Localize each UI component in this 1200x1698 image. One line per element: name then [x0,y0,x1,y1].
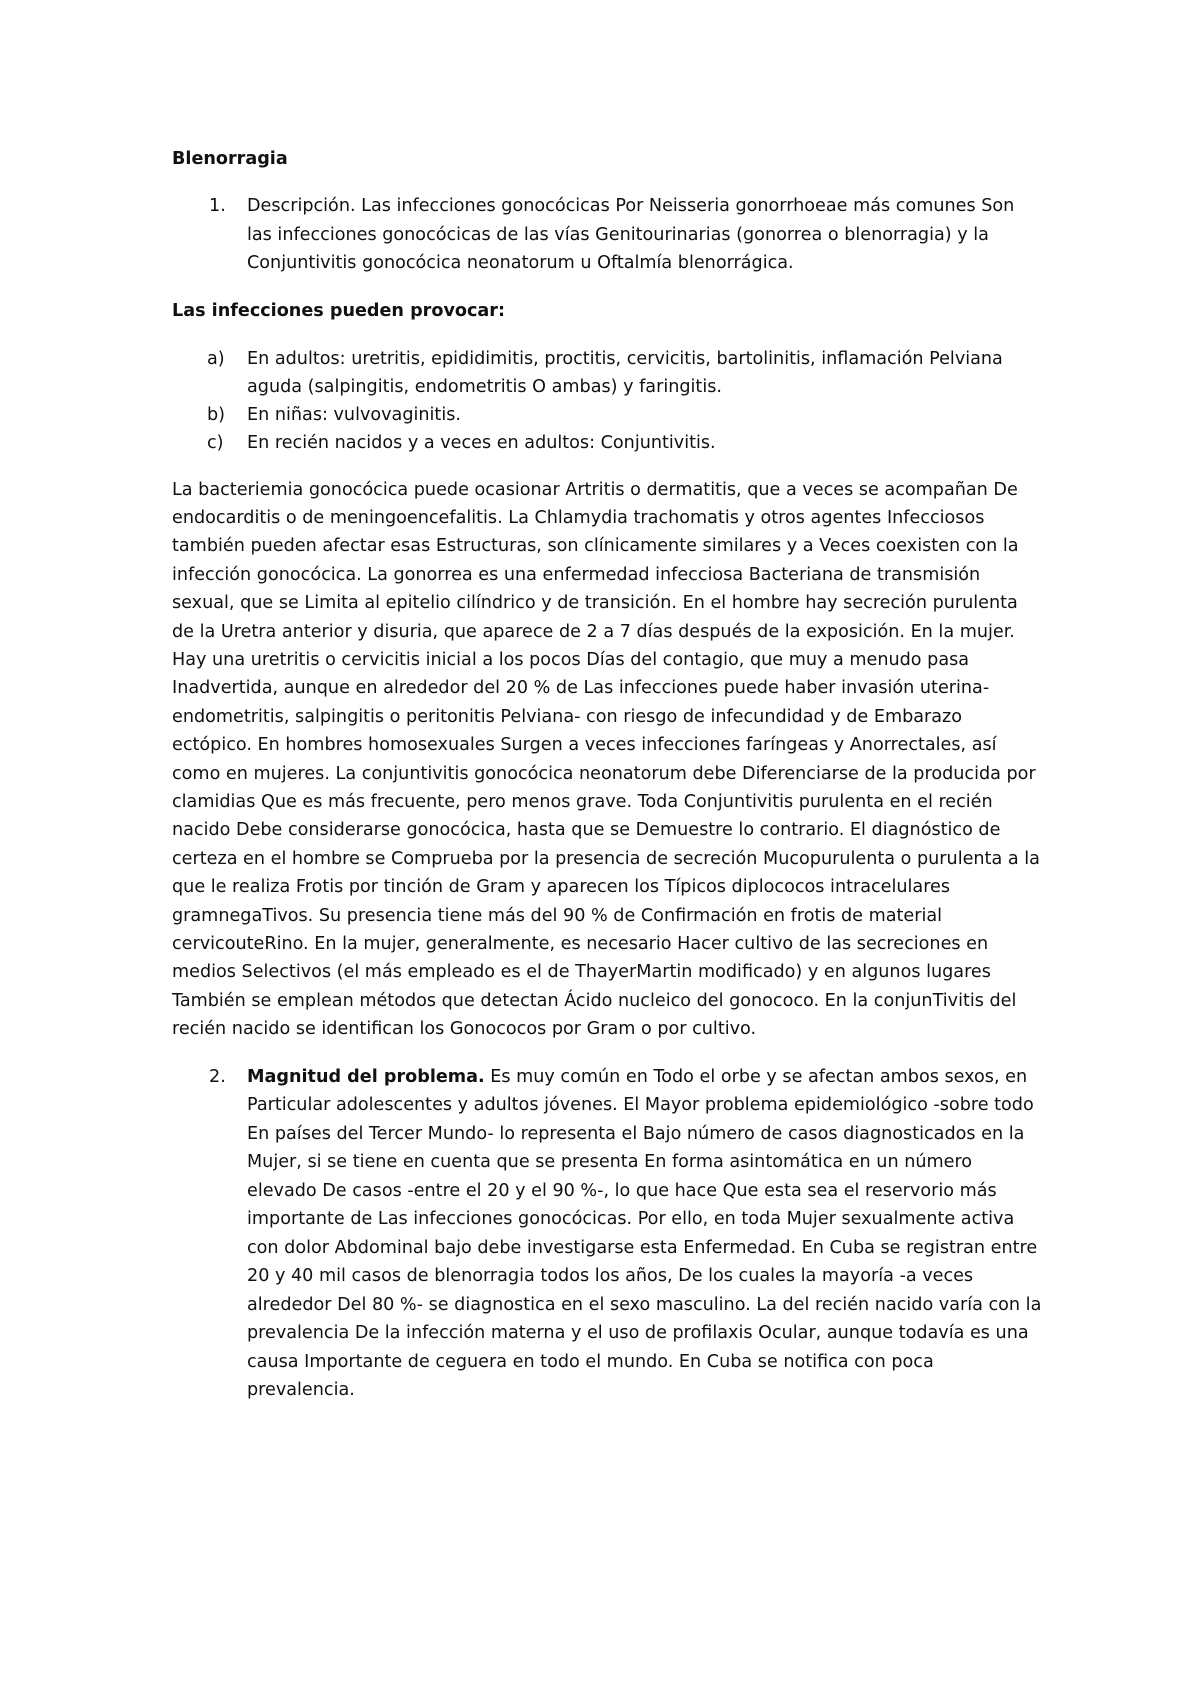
item-number: 1. [209,196,226,216]
item-bold-lead: Magnitud del problema. [247,1066,485,1087]
numbered-item-magnitude [172,1063,1042,1405]
list-marker: a) [207,348,225,369]
document-page [172,145,1042,1405]
list-item-text: En niñas: vulvovaginitis. [247,404,461,425]
body-paragraph: La bacteriemia gonocócica puede ocasionar Artritis o dermatitis, que a veces se acompañan De endocarditis o de meningoencefalitis. La Chlamydia trachomatis y otros agentes Infecciosos también pueden afectar esas Estructuras, son clínicamente similares y a Veces coexisten con la infección gonocócica. La gonorrea es una enfermedad infecciosa Bacteriana de transmisión sexual, que se Limita al epitelio cilíndrico y de transición. En el hombre hay secreción purulenta de la Uretra anterior y disuria, que aparece de 2 a 7 días después de la exposición. En la mujer. Hay una uretritis o cervicitis inicial a los pocos Días del contagio, que muy a menudo pasa Inadvertida, aunque en alrededor del 20 % de Las infecciones puede haber invasión uterina-endometritis, salpingitis o peritonitis Pelviana- con riesgo de infecundidad y de Embarazo ectópico. En hombres homosexuales Surgen a veces infecciones faríngeas y Anorrectales, así como en mujeres. La conjuntivitis gonocócica neonatorum debe Diferenciarse de la producida por clamidias Que es más frecuente, pero menos grave. Toda Conjuntivitis purulenta en el recién nacido Debe considerarse gonocócica, hasta que se Demuestre lo contrario. El diagnóstico de certeza en el hombre se Comprueba por la presencia de secreción Mucopurulenta o purulenta a la que le realiza Frotis por tinción de Gram y aparecen los Típicos diplococos intracelulares gramnegaTivos. Su presencia tiene más del 90 % de Confirmación en frotis de material cervicouteRino. En la mujer, generalmente, es necesario Hacer cultivo de las secreciones en medios Selectivos (el más empleado es el de ThayerMartin modificado) y en algunos lugares También se emplean métodos que detectan Ácido nucleico del gonococo. En la conjunTivitis del recién nacido se identifican los Gonococos por Gram o por cultivo. [172,479,1040,1040]
list-item-text: En adultos: uretritis, epididimitis, proctitis, cervicitis, bartolinitis, inflamación Pelviana aguda (salpingitis, endometritis O ambas) y faringitis. [247,348,1003,397]
item-number: 2. [209,1066,226,1087]
list-marker: c) [207,432,224,453]
list-item [172,429,1042,457]
list-item [172,345,1042,401]
item-text: Es muy común en Todo el orbe y se afectan ambos sexos, en Particular adolescentes y adultos jóvenes. El Mayor problema epidemiológico -sobre todo En países del Tercer Mundo- lo representa el Bajo número de casos diagnosticados en la Mujer, si se tiene en cuenta que se presenta En forma asintomática en un número elevado De casos -entre el 20 y el 90 %-, lo que hace Que esta sea el reservorio más importante de Las infecciones gonocócicas. Por ello, en toda Mujer sexualmente activa con dolor Abdominal bajo debe investigarse esta Enfermedad. En Cuba se registran entre 20 y 40 mil casos de blenorragia todos los años, De los cuales la mayoría -a veces alrededor Del 80 %- se diagnostica en el sexo masculino. La del recién nacido varía con la prevalencia De la infección materna y el uso de profilaxis Ocular, aunque todavía es una causa Importante de ceguera en todo el mundo. En Cuba se notifica con poca prevalencia. [247,1066,1042,1401]
lettered-list [172,345,1042,457]
item-text: Descripción. Las infecciones gonocócicas Por Neisseria gonorrhoeae más comunes Son las infecciones gonocócicas de las vías Genitourinarias (gonorrea o blenorragia) y la Conjuntivitis gonocócica neonatorum u Oftalmía blenorrágica. [247,196,1015,273]
list-marker: b) [207,404,226,425]
list-item-text: En recién nacidos y a veces en adultos: Conjuntivitis. [247,432,716,453]
numbered-item-description [172,192,1042,278]
list-item [172,401,1042,429]
document-title: Blenorragia [172,149,288,169]
section-heading: Las infecciones pueden provocar: [172,300,506,321]
